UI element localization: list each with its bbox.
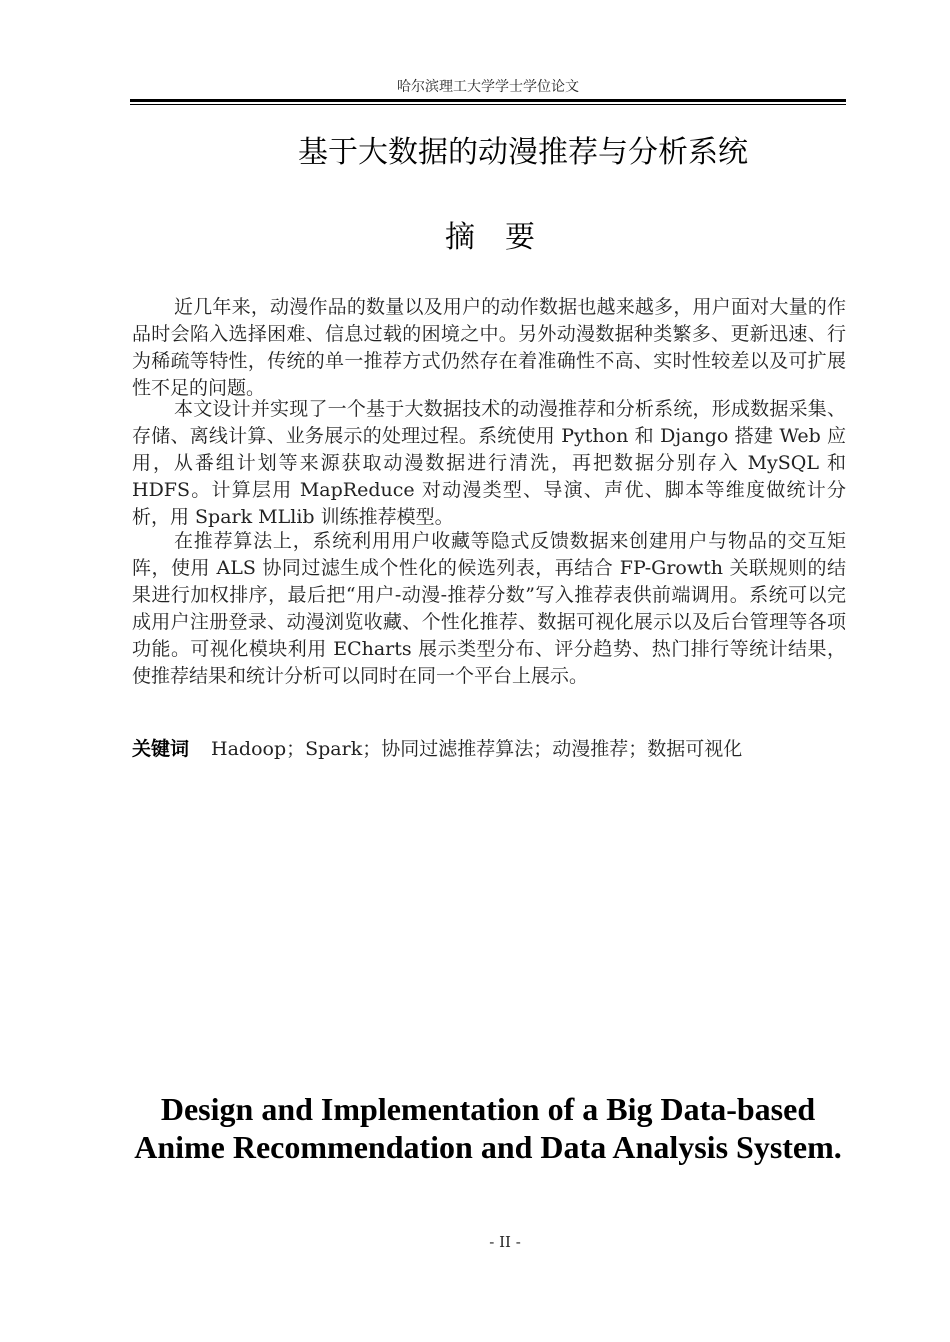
abstract-paragraph-3: 在推荐算法上，系统利用用户收藏等隐式反馈数据来创建用户与物品的交互矩阵，使用 ALS 协同过滤生成个性化的候选列表，再结合 FP-Growth 关联规则的结果进行加权排序，最后把“用户-动漫-推荐分数”写入推荐表供前端调用。系统可以完成用户注册登录、动漫浏览收藏、个性化推荐、数据可视化展示以及后台管理等各项功能。可视化模块利用 ECharts 展示类型分布、评分趋势、热门排行等统计结果，使推荐结果和统计分析可以同时在同一个平台上展示。 [132, 530, 846, 687]
keywords-line [132, 736, 846, 763]
keywords-text: Hadoop；Spark；协同过滤推荐算法；动漫推荐；数据可视化 [211, 738, 743, 760]
thesis-title-en: Design and Implementation of a Big Data-based Anime Recommendation and Data Analysis System. [134, 1091, 842, 1165]
abstract-heading: 摘 要 [445, 220, 535, 255]
thesis-title-cn: 基于大数据的动漫推荐与分析系统 [298, 135, 748, 170]
header-rule-thin [130, 104, 846, 105]
abstract-paragraph-2: 本文设计并实现了一个基于大数据技术的动漫推荐和分析系统，形成数据采集、存储、离线计算、业务展示的处理过程。系统使用 Python 和 Django 搭建 Web 应用，从番组计划等来源获取动漫数据进行清洗，再把数据分别存入 MySQL 和 HDFS。计算层用 MapReduce 对动漫类型、导演、声优、脚本等维度做统计分析，用 Spark MLlib 训练推荐模型。 [132, 398, 846, 528]
running-header: 哈尔滨理工大学学士学位论文 [397, 79, 579, 95]
header-rule-thick [130, 99, 846, 102]
keywords-label: 关键词 [132, 738, 190, 760]
page-number: - II - [489, 1233, 521, 1251]
abstract-paragraph-1: 近几年来，动漫作品的数量以及用户的动作数据也越来越多，用户面对大量的作品时会陷入选择困难、信息过载的困境之中。另外动漫数据种类繁多、更新迅速、行为稀疏等特性，传统的单一推荐方式仍然存在着准确性不高、实时性较差以及可扩展性不足的问题。 [132, 296, 846, 399]
